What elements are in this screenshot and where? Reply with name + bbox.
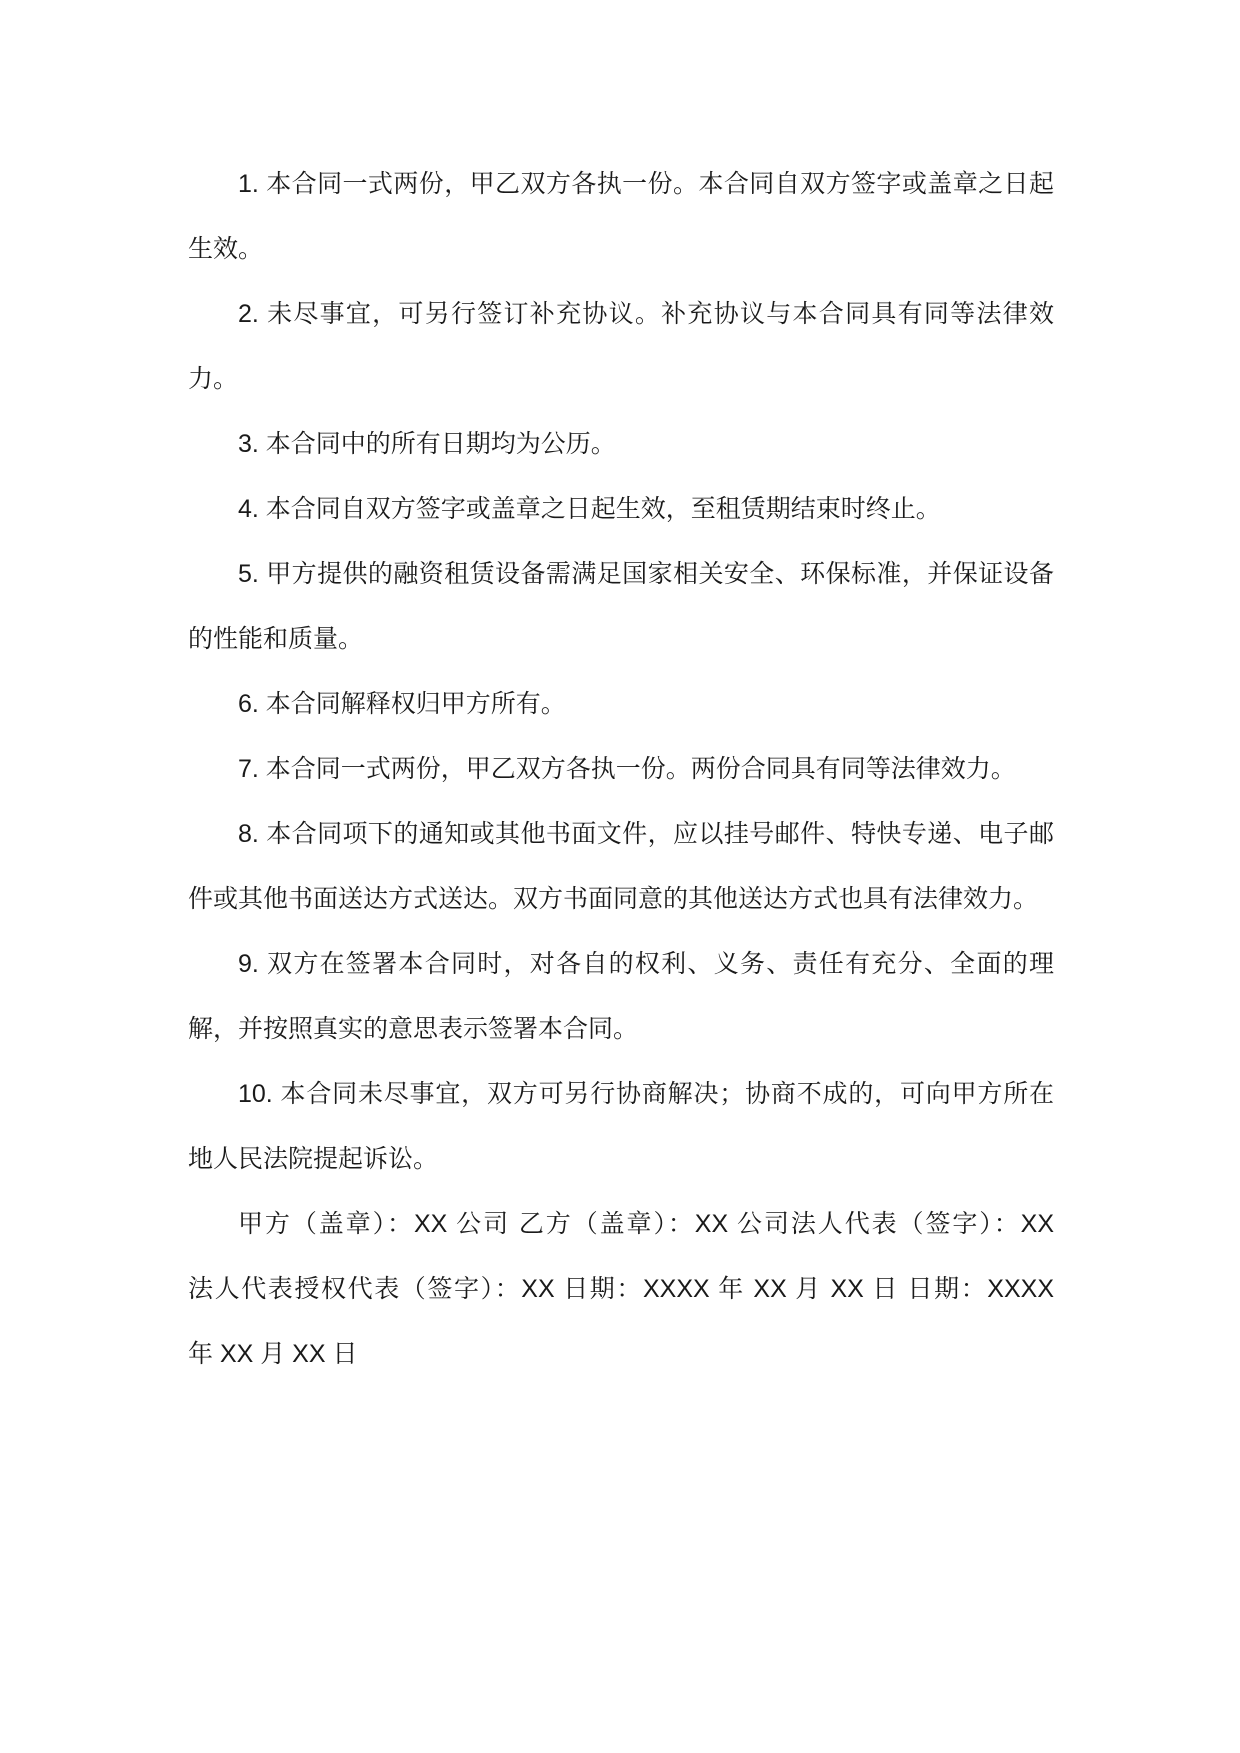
paragraph-line: 解，并按照真实的意思表示签署本合同。 <box>188 1015 639 1043</box>
clause-5 <box>188 542 1054 672</box>
clause-4 <box>188 477 1054 542</box>
paragraph-line: 6. 本合同解释权归甲方所有。 <box>238 690 566 718</box>
paragraph-line: 力。 <box>188 365 239 393</box>
document-body <box>188 152 1054 1387</box>
signature-line: 年 XX 月 XX 日 <box>188 1340 358 1368</box>
paragraph-line: 生效。 <box>188 235 264 263</box>
paragraph-line: 4. 本合同自双方签字或盖章之日起生效，至租赁期结束时终止。 <box>238 495 941 523</box>
paragraph-line: 9. 双方在签署本合同时，对各自的权利、义务、责任有充分、全面的理 <box>238 950 1054 978</box>
clause-8 <box>188 802 1054 932</box>
paragraph-line: 2. 未尽事宜，可另行签订补充协议。补充协议与本合同具有同等法律效 <box>238 300 1054 328</box>
paragraph-line: 3. 本合同中的所有日期均为公历。 <box>238 430 616 458</box>
signature-block <box>188 1192 1054 1387</box>
clause-2 <box>188 282 1054 412</box>
paragraph-line: 8. 本合同项下的通知或其他书面文件，应以挂号邮件、特快专递、电子邮 <box>238 820 1054 848</box>
paragraph-line: 1. 本合同一式两份，甲乙双方各执一份。本合同自双方签字或盖章之日起 <box>238 170 1054 198</box>
signature-line: 法人代表授权代表（签字）：XX 日期：XXXX 年 XX 月 XX 日 日期：XXXX <box>188 1275 1054 1303</box>
signature-line: 甲方（盖章）：XX 公司 乙方（盖章）：XX 公司法人代表（签字）：XX <box>238 1210 1054 1238</box>
clause-7 <box>188 737 1054 802</box>
paragraph-line: 7. 本合同一式两份，甲乙双方各执一份。两份合同具有同等法律效力。 <box>238 755 1016 783</box>
paragraph-line: 的性能和质量。 <box>188 625 364 653</box>
paragraph-line: 5. 甲方提供的融资租赁设备需满足国家相关安全、环保标准，并保证设备 <box>238 560 1054 588</box>
clause-3 <box>188 412 1054 477</box>
clause-9 <box>188 932 1054 1062</box>
clause-1 <box>188 152 1054 282</box>
paragraph-line: 件或其他书面送达方式送达。双方书面同意的其他送达方式也具有法律效力。 <box>188 885 1039 913</box>
paragraph-line: 10. 本合同未尽事宜，双方可另行协商解决；协商不成的，可向甲方所在 <box>238 1080 1054 1108</box>
paragraph-line: 地人民法院提起诉讼。 <box>188 1145 439 1173</box>
clause-6 <box>188 672 1054 737</box>
clause-10 <box>188 1062 1054 1192</box>
